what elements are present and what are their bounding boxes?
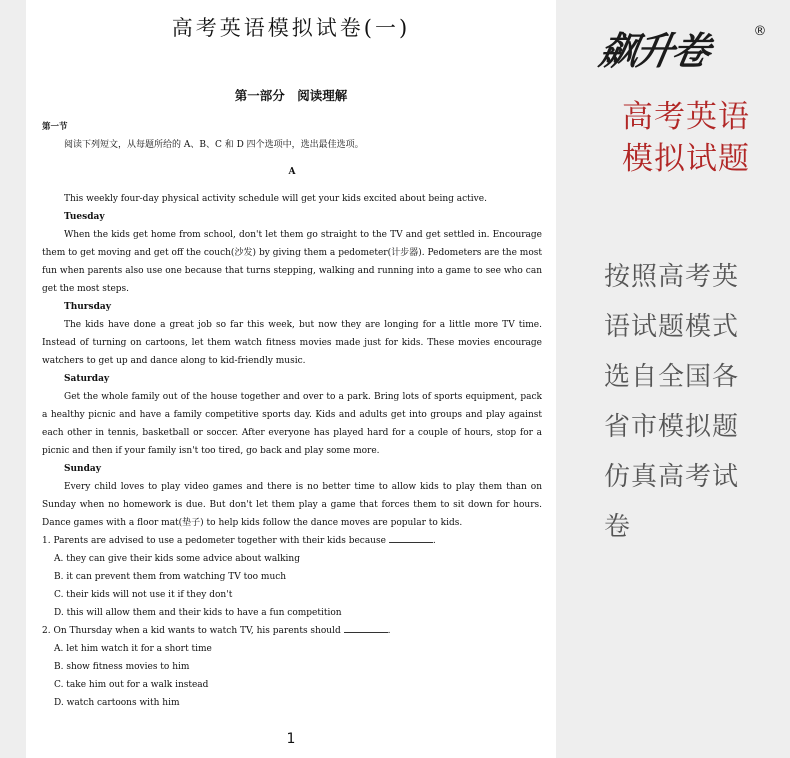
question-1-option-a: A. they can give their kids some advice about walking (54, 554, 300, 564)
question-2-option-c: C. take him out for a walk instead (54, 680, 209, 690)
day-heading-tuesday: Tuesday (64, 212, 105, 222)
question-1-stem: 1. Parents are advised to use a pedometer together with their kids because (42, 536, 386, 546)
description-line: 卷 (604, 512, 632, 542)
description-line: 语试题模式 (604, 312, 740, 342)
document-title: 高考英语模拟试卷(一) (171, 16, 411, 40)
description-line: 选自全国各 (604, 362, 740, 392)
question-1-option-d: D. this will allow them and their kids to have a fun competition (54, 608, 342, 618)
day-heading-saturday: Saturday (64, 374, 110, 384)
exam-page (26, 0, 556, 758)
answer-blank (344, 624, 388, 633)
question-2-option-b: B. show fitness movies to him (54, 662, 190, 672)
question-2-option-a: A. let him watch it for a short time (54, 644, 212, 654)
question-1: 1. Parents are advised to use a pedometer together with their kids because . (42, 536, 436, 546)
brand-title-line: 高考英语 (622, 99, 750, 135)
brand-sidebar (556, 0, 790, 758)
day-text-saturday: Get the whole family out of the house together and over to a park. Bring lots of sports equipment, pack a healthy picnic and have a family competitive sports day. Kids and adults get into groups and play against each other in tennis, basketball or soccer. After everyone has played hard for a couple of hours, stop for a picnic and then if your family isn't too tired, go back and play some more. (42, 392, 542, 456)
day-text-sunday: Every child loves to play video games and there is no better time to allow kids to play them than on Sunday when no homework is due. But don't let them play a game that forces them to sit down for hours. Dance games with a floor mat(垫子) to help kids follow the dance moves are popular to kids. (42, 482, 542, 528)
question-2-stem: 2. On Thursday when a kid wants to watch TV, his parents should (42, 626, 341, 636)
page-number: 1 (286, 731, 296, 747)
brand-title (596, 96, 776, 180)
question-2: 2. On Thursday when a kid wants to watch TV, his parents should . (42, 626, 391, 636)
product-description (604, 252, 784, 552)
question-1-option-c: C. their kids will not use it if they don't (54, 590, 233, 600)
day-text-thursday: The kids have done a great job so far this week, but now they are longing for a little more TV time. Instead of turning on cartoons, let them watch fitness movies made just for kids. These movies encourage watchers to get up and dance along to kid-friendly music. (42, 320, 542, 366)
description-line: 省市模拟题 (604, 412, 740, 442)
day-heading-thursday: Thursday (64, 302, 111, 312)
section-label: 第一节 (42, 122, 68, 132)
description-line: 按照高考英 (604, 262, 740, 292)
part-title: 第一部分 阅读理解 (234, 88, 348, 103)
brand-logo: 飙升卷 (596, 29, 712, 73)
day-text-tuesday: When the kids get home from school, don't let them go straight to the TV and get settled in. Encourage them to get moving and get off the couch(沙发) by giving them a pedometer(计步器). Pedometers are the most fun when parents also use one because that turns stepping, walking and running into a game to see who can get the most steps. (42, 230, 542, 294)
question-2-option-d: D. watch cartoons with him (54, 698, 180, 708)
reading-text (42, 118, 542, 712)
passage-intro: This weekly four-day physical activity schedule will get your kids excited about being active. (64, 194, 487, 204)
answer-blank (389, 534, 433, 543)
instructions: 阅读下列短文，从每题所给的 A、B、C 和 D 四个选项中，选出最佳选项。 (64, 140, 364, 150)
passage-label: A (288, 167, 296, 177)
day-heading-sunday: Sunday (64, 464, 101, 474)
description-line: 仿真高考试 (604, 462, 740, 492)
registered-mark: ® (753, 24, 767, 39)
question-1-option-b: B. it can prevent them from watching TV too much (54, 572, 287, 582)
brand-title-line: 模拟试题 (622, 141, 750, 177)
